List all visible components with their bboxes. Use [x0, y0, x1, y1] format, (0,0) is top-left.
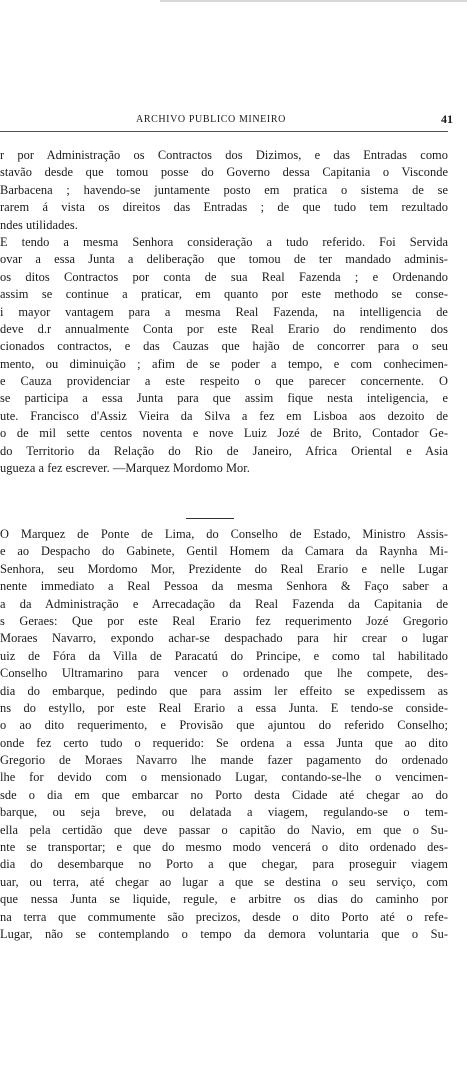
- page-number: 41: [441, 112, 453, 126]
- text-line: que nessa Junta se liquide, regule, e arbitre os dias do caminho por: [0, 892, 448, 907]
- text-line: assim se continue a praticar, em quanto por este methodo se conse-: [0, 287, 448, 302]
- text-line: stavão desde que tomou posse do Governo dessa Capitania o Visconde: [0, 165, 448, 180]
- text-line: Barbacena ; havendo-se juntamente posto em pratica o sistema de se: [0, 182, 448, 197]
- text-line: a da Administração e Arrecadação da Real Fazenda da Capitania de: [0, 596, 448, 611]
- text-line: ns do estyllo, por este Real Erario a essa Junta. E tendo-se conside-: [0, 700, 448, 715]
- text-line: nte se transportar; e que do mesmo modo vencerá o dito ordenado des-: [0, 840, 448, 855]
- text-line: o ao dito requerimento, e Provisão que ajuntou do referido Conselho;: [0, 718, 448, 733]
- text-line: ute. Francisco d'Assiz Vieira da Silva a fez em Lisboa aos dezoito de: [0, 408, 448, 423]
- text-line: os ditos Contractos por conta de sua Real Fazenda ; e Ordenando: [0, 269, 448, 284]
- text-line: barque, ou seja breve, ou delatada a viagem, regulando-se o tem-: [0, 805, 448, 820]
- section-divider: [186, 518, 234, 519]
- text-line: nente immediato a Real Pessoa da mesma Senhora & Faço saber a: [0, 579, 448, 594]
- text-line: o de mil sette centos noventa e nove Luiz Jozé de Brito, Contador Ge-: [0, 426, 448, 441]
- text-line: r por Administração os Contractos dos Dizimos, e das Entradas como: [0, 148, 448, 162]
- text-line: sde o dia em que embarcar no Porto desta Cidade até chegar ao do: [0, 787, 448, 802]
- header-rule: [0, 131, 448, 132]
- text-line: se participa a essa Junta para que assim fique nesta inteligencia, e: [0, 391, 448, 406]
- text-line: lhe for devido com o mensionado Lugar, contando-se-lhe o vencimen-: [0, 770, 448, 785]
- text-line: na terra que commumente são precizos, desde o dito Porto até o refe-: [0, 909, 448, 924]
- text-line: e Cauza providenciar a este respeito o que parecer concernente. O: [0, 374, 448, 389]
- text-line: ndes utilidades.: [0, 217, 78, 232]
- text-line: Moraes Navarro, expondo achar-se despachado para hir crear o lugar: [0, 631, 448, 646]
- text-line: cionados contractos, e das Cauzas que hajão de concorrer para o seu: [0, 339, 448, 354]
- text-line: rarem á vista os direitos das Entradas ; de que tudo tem rezultado: [0, 200, 448, 215]
- text-line: Senhora, seu Mordomo Mor, Prezidente do Real Erario e nelle Lugar: [0, 561, 448, 576]
- text-line: onde fez certo tudo o requerido: Se ordena a essa Junta que ao dito: [0, 735, 448, 750]
- text-line: Gregorio de Moraes Navarro lhe mande fazer pagamento do ordenado: [0, 753, 448, 768]
- text-line: s Geraes: Que por este Real Erario fez requerimento Jozé Gregorio: [0, 613, 448, 628]
- text-line: uar, ou terra, até chegar ao lugar a que se destina o seu serviço, com: [0, 874, 448, 889]
- top-edge-rule: [160, 0, 467, 2]
- text-line: e ao Despacho do Gabinete, Gentil Homem da Camara da Raynha Mi-: [0, 544, 448, 559]
- text-line: ovar a essa Junta a deliberação que tomou de ter mandado adminis-: [0, 252, 448, 267]
- text-line: do Territorio da Relação do Rio de Janeiro, Africa Oriental e Asia: [0, 443, 448, 458]
- text-line: dia do embarque, pedindo que para assim ler effeito se expedissem as: [0, 683, 448, 698]
- document-section-2: [0, 526, 448, 943]
- text-line: Lugar, não se contemplando o tempo da demora voluntaria que o Su-: [0, 926, 448, 941]
- text-line: O Marquez de Ponte de Lima, do Conselho de Estado, Ministro Assis-: [0, 527, 448, 541]
- text-line: ugueza a fez escrever. —Marquez Mordomo Mor.: [0, 461, 250, 476]
- text-line: E tendo a mesma Senhora consideração a tudo referido. Foi Servida: [0, 234, 448, 249]
- text-line: i mayor vantagem para a mesma Real Fazenda, na intelligencia de: [0, 304, 448, 319]
- document-section-1: [0, 147, 448, 477]
- text-line: mento, ou diminuição ; afim de se poder a tempo, e com conhecimen-: [0, 356, 448, 371]
- text-line: Conselho Ultramarino para vencer o ordenado que lhe compete, des-: [0, 666, 448, 681]
- text-line: ella pela certidão que deve passar o capitão do Navio, em que o Su-: [0, 822, 448, 837]
- text-line: dia do desembarque no Porto a que chegar, para proseguir viagem: [0, 857, 448, 872]
- text-line: uiz de Fóra da Villa de Paracatú do Principe, e como tal habilitado: [0, 648, 448, 663]
- text-line: deve d.r annualmente Conta por este Real Erario do rendimento dos: [0, 321, 448, 336]
- page-header: [0, 114, 467, 130]
- running-head: ARCHIVO PUBLICO MINEIRO: [136, 114, 286, 125]
